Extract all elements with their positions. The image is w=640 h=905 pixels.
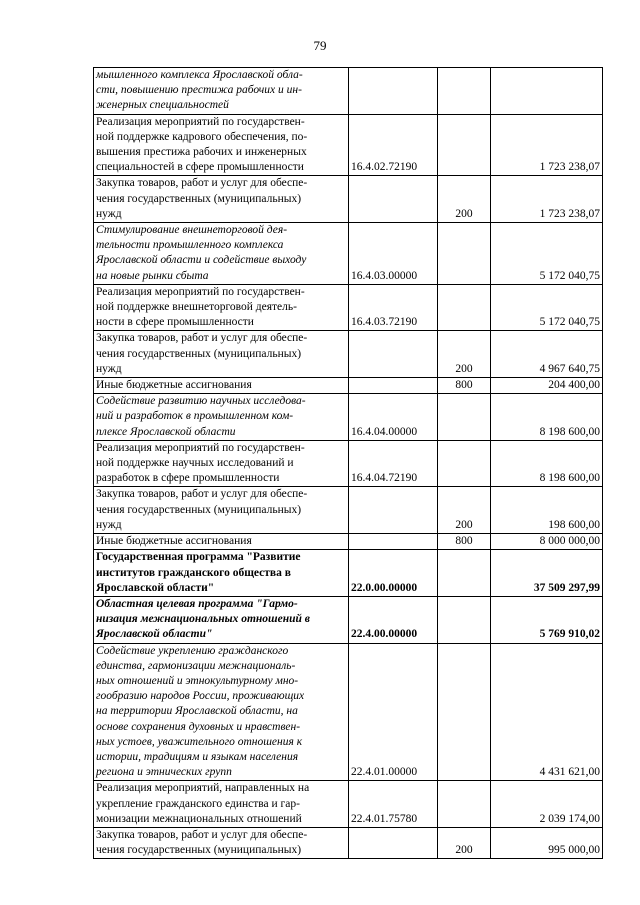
row-code-cell: 16.4.03.72190 xyxy=(349,284,438,331)
table-row xyxy=(94,827,603,858)
row-expense-type-cell: 800 xyxy=(438,378,491,394)
row-sum-cell: 4 967 640,75 xyxy=(491,331,603,378)
row-name-cell: Областная целевая программа "Гармо- низация межнациональных отношений в Ярославской области" xyxy=(94,596,349,643)
row-name-cell: Стимулирование внешнеторговой дея- тельности промышленного комплекса Ярославской области и содействие выходу на новые рынки сбыта xyxy=(94,223,349,285)
row-name-cell: Закупка товаров, работ и услуг для обеспе- чения государственных (муниципальных) xyxy=(94,827,349,858)
row-code-cell xyxy=(349,534,438,550)
row-name-cell: Содействие укреплению гражданского единства, гармонизации межнациональ- ных отношений и этнокультурному мно- гообразию народов России, проживающих на территории Ярославской области, на основе сохранения духовных и нравствен- ных устоев, уважительного отношения к истории, традициям и языкам населения региона и этнических групп xyxy=(94,643,349,781)
budget-table xyxy=(93,67,603,859)
row-name-cell: мышленного комплекса Ярославской обла- сти, повышению престижа рабочих и ин- женерных специальностей xyxy=(94,68,349,115)
row-expense-type-cell xyxy=(438,114,491,176)
row-sum-cell: 37 509 297,99 xyxy=(491,550,603,597)
row-sum-cell: 1 723 238,07 xyxy=(491,114,603,176)
table-row xyxy=(94,331,603,378)
row-code-cell xyxy=(349,378,438,394)
row-code-cell xyxy=(349,827,438,858)
table-row xyxy=(94,176,603,223)
row-expense-type-cell xyxy=(438,550,491,597)
table-row xyxy=(94,643,603,781)
row-name-cell: Реализация мероприятий по государствен- ной поддержке внешнеторговой деятель- ности в сфере промышленности xyxy=(94,284,349,331)
row-expense-type-cell xyxy=(438,223,491,285)
row-expense-type-cell xyxy=(438,440,491,487)
row-expense-type-cell: 200 xyxy=(438,331,491,378)
row-code-cell xyxy=(349,487,438,534)
row-expense-type-cell xyxy=(438,68,491,115)
row-expense-type-cell xyxy=(438,394,491,441)
row-code-cell: 22.4.01.75780 xyxy=(349,781,438,828)
row-sum-cell: 8 198 600,00 xyxy=(491,440,603,487)
row-name-cell: Государственная программа "Развитие институтов гражданского общества в Ярославской области" xyxy=(94,550,349,597)
table-row xyxy=(94,223,603,285)
budget-table-body xyxy=(94,68,603,859)
table-row xyxy=(94,394,603,441)
table-row xyxy=(94,781,603,828)
row-expense-type-cell xyxy=(438,643,491,781)
row-expense-type-cell xyxy=(438,781,491,828)
table-row xyxy=(94,284,603,331)
row-name-cell: Иные бюджетные ассигнования xyxy=(94,534,349,550)
row-sum-cell: 5 769 910,02 xyxy=(491,596,603,643)
row-sum-cell: 8 000 000,00 xyxy=(491,534,603,550)
row-code-cell xyxy=(349,176,438,223)
row-code-cell: 16.4.02.72190 xyxy=(349,114,438,176)
row-code-cell: 16.4.03.00000 xyxy=(349,223,438,285)
row-code-cell: 16.4.04.72190 xyxy=(349,440,438,487)
row-name-cell: Закупка товаров, работ и услуг для обеспе- чения государственных (муниципальных) нужд xyxy=(94,176,349,223)
row-expense-type-cell: 200 xyxy=(438,176,491,223)
table-row xyxy=(94,114,603,176)
row-expense-type-cell xyxy=(438,284,491,331)
row-sum-cell xyxy=(491,68,603,115)
row-sum-cell: 5 172 040,75 xyxy=(491,223,603,285)
row-code-cell xyxy=(349,331,438,378)
table-row xyxy=(94,596,603,643)
row-code-cell: 22.4.00.00000 xyxy=(349,596,438,643)
row-expense-type-cell: 800 xyxy=(438,534,491,550)
row-name-cell: Реализация мероприятий по государствен- ной поддержке кадрового обеспечения, по- вышения престижа рабочих и инженерных специальностей в сфере промышленности xyxy=(94,114,349,176)
page-number: 79 xyxy=(313,38,327,53)
row-expense-type-cell: 200 xyxy=(438,487,491,534)
table-row xyxy=(94,487,603,534)
row-sum-cell: 1 723 238,07 xyxy=(491,176,603,223)
table-row xyxy=(94,68,603,115)
row-sum-cell: 8 198 600,00 xyxy=(491,394,603,441)
row-sum-cell: 995 000,00 xyxy=(491,827,603,858)
row-name-cell: Содействие развитию научных исследова- ний и разработок в промышленном ком- плексе Ярославской области xyxy=(94,394,349,441)
row-sum-cell: 4 431 621,00 xyxy=(491,643,603,781)
row-name-cell: Иные бюджетные ассигнования xyxy=(94,378,349,394)
row-name-cell: Закупка товаров, работ и услуг для обеспе- чения государственных (муниципальных) нужд xyxy=(94,487,349,534)
row-expense-type-cell: 200 xyxy=(438,827,491,858)
row-sum-cell: 204 400,00 xyxy=(491,378,603,394)
table-row xyxy=(94,534,603,550)
table-row xyxy=(94,440,603,487)
table-row xyxy=(94,550,603,597)
row-name-cell: Закупка товаров, работ и услуг для обеспе- чения государственных (муниципальных) нужд xyxy=(94,331,349,378)
row-code-cell xyxy=(349,68,438,115)
row-name-cell: Реализация мероприятий по государствен- ной поддержке научных исследований и разработок в сфере промышленности xyxy=(94,440,349,487)
row-sum-cell: 5 172 040,75 xyxy=(491,284,603,331)
row-code-cell: 16.4.04.00000 xyxy=(349,394,438,441)
row-code-cell: 22.0.00.00000 xyxy=(349,550,438,597)
row-expense-type-cell xyxy=(438,596,491,643)
row-sum-cell: 2 039 174,00 xyxy=(491,781,603,828)
table-row xyxy=(94,378,603,394)
row-code-cell: 22.4.01.00000 xyxy=(349,643,438,781)
row-sum-cell: 198 600,00 xyxy=(491,487,603,534)
row-name-cell: Реализация мероприятий, направленных на укрепление гражданского единства и гар- монизации межнациональных отношений xyxy=(94,781,349,828)
